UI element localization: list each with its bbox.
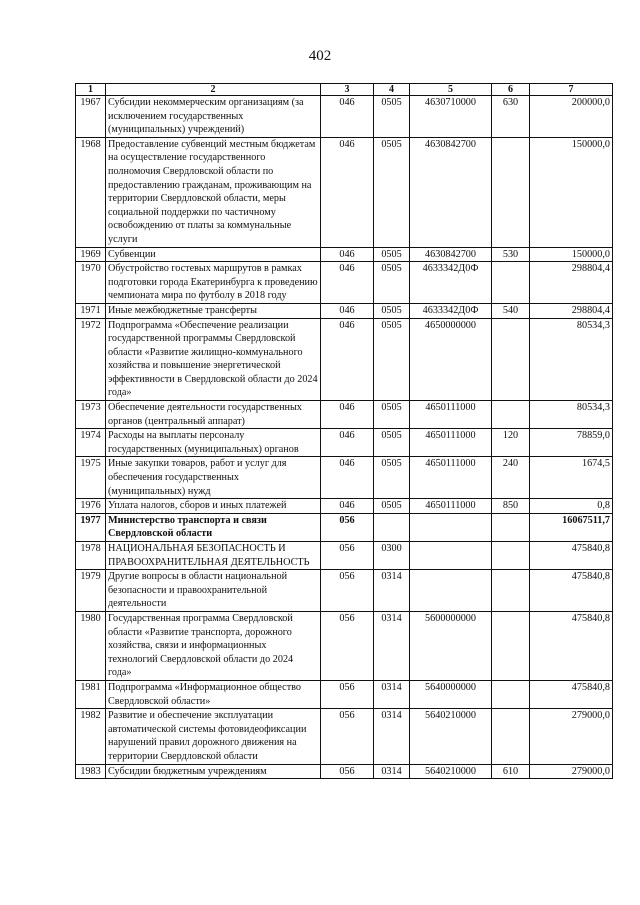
- amount: 475840,8: [530, 542, 613, 570]
- row-number: 1976: [76, 499, 106, 514]
- amount: 298804,4: [530, 303, 613, 318]
- target-code: 4650111000: [410, 457, 492, 499]
- row-number: 1974: [76, 429, 106, 457]
- amount: 298804,4: [530, 262, 613, 304]
- row-number: 1967: [76, 96, 106, 138]
- section-code: 0505: [374, 247, 410, 262]
- ministry-code: 056: [321, 570, 374, 612]
- table-row: [76, 96, 613, 138]
- table-row: [76, 262, 613, 304]
- row-number: 1983: [76, 764, 106, 779]
- target-code: [410, 570, 492, 612]
- amount: 475840,8: [530, 680, 613, 708]
- target-code: 5600000000: [410, 611, 492, 680]
- expense-code: [492, 680, 530, 708]
- target-code: 5640210000: [410, 764, 492, 779]
- ministry-code: 046: [321, 303, 374, 318]
- ministry-code: 046: [321, 137, 374, 247]
- ministry-code: 046: [321, 401, 374, 429]
- row-name: Министерство транспорта и связи Свердловской области: [106, 513, 321, 541]
- row-number: 1979: [76, 570, 106, 612]
- expense-code: 240: [492, 457, 530, 499]
- amount: 78859,0: [530, 429, 613, 457]
- row-name: Расходы на выплаты персоналу государственных (муниципальных) органов: [106, 429, 321, 457]
- section-code: 0314: [374, 764, 410, 779]
- target-code: 4650111000: [410, 429, 492, 457]
- row-name: Субсидии бюджетным учреждениям: [106, 764, 321, 779]
- row-number: 1982: [76, 709, 106, 764]
- row-number: 1969: [76, 247, 106, 262]
- ministry-code: 046: [321, 429, 374, 457]
- ministry-code: 046: [321, 318, 374, 401]
- section-code: 0314: [374, 709, 410, 764]
- target-code: 4633342Д0Ф: [410, 303, 492, 318]
- target-code: 4630842700: [410, 137, 492, 247]
- target-code: 4650111000: [410, 401, 492, 429]
- expense-code: [492, 262, 530, 304]
- section-code: 0505: [374, 401, 410, 429]
- ministry-code: 056: [321, 680, 374, 708]
- ministry-code: 056: [321, 542, 374, 570]
- expense-code: [492, 318, 530, 401]
- row-number: 1968: [76, 137, 106, 247]
- row-name: Субсидии некоммерческим организациям (за исключением государственных (муниципальных) учреждений): [106, 96, 321, 138]
- row-name: Развитие и обеспечение эксплуатации автоматической системы фотовидеофиксации нарушений правил дорожного движения на территории Свердловской области: [106, 709, 321, 764]
- target-code: 4630710000: [410, 96, 492, 138]
- row-name: Уплата налогов, сборов и иных платежей: [106, 499, 321, 514]
- amount: 80534,3: [530, 401, 613, 429]
- table-row: [76, 137, 613, 247]
- ministry-code: 046: [321, 457, 374, 499]
- section-code: 0505: [374, 318, 410, 401]
- section-code: [374, 513, 410, 541]
- header-cell: 4: [374, 84, 410, 96]
- row-number: 1975: [76, 457, 106, 499]
- amount: 200000,0: [530, 96, 613, 138]
- ministry-code: 046: [321, 247, 374, 262]
- section-code: 0505: [374, 429, 410, 457]
- row-number: 1981: [76, 680, 106, 708]
- header-cell: 7: [530, 84, 613, 96]
- target-code: 5640210000: [410, 709, 492, 764]
- row-name: Государственная программа Свердловской области «Развитие транспорта, дорожного хозяйства, связи и информационных технологий Свердловской области до 2024 года»: [106, 611, 321, 680]
- expense-code: [492, 513, 530, 541]
- section-code: 0505: [374, 137, 410, 247]
- section-code: 0314: [374, 570, 410, 612]
- amount: 16067511,7: [530, 513, 613, 541]
- target-code: 4633342Д0Ф: [410, 262, 492, 304]
- row-name: НАЦИОНАЛЬНАЯ БЕЗОПАСНОСТЬ И ПРАВООХРАНИТЕЛЬНАЯ ДЕЯТЕЛЬНОСТЬ: [106, 542, 321, 570]
- table-row: [76, 303, 613, 318]
- target-code: 4650000000: [410, 318, 492, 401]
- page-number: 402: [308, 48, 332, 64]
- expense-code: [492, 401, 530, 429]
- row-number: 1971: [76, 303, 106, 318]
- row-name: Подпрограмма «Информационное общество Свердловской области»: [106, 680, 321, 708]
- section-code: 0505: [374, 262, 410, 304]
- ministry-code: 056: [321, 709, 374, 764]
- amount: 150000,0: [530, 137, 613, 247]
- row-number: 1973: [76, 401, 106, 429]
- amount: 1674,5: [530, 457, 613, 499]
- row-number: 1977: [76, 513, 106, 541]
- table-row: [76, 709, 613, 764]
- table-row: [76, 429, 613, 457]
- amount: 0,8: [530, 499, 613, 514]
- header-cell: 6: [492, 84, 530, 96]
- header-cell: 1: [76, 84, 106, 96]
- row-number: 1970: [76, 262, 106, 304]
- expense-code: 530: [492, 247, 530, 262]
- header-cell: 5: [410, 84, 492, 96]
- expense-code: [492, 709, 530, 764]
- row-number: 1972: [76, 318, 106, 401]
- expense-code: 120: [492, 429, 530, 457]
- row-number: 1978: [76, 542, 106, 570]
- ministry-code: 046: [321, 262, 374, 304]
- target-code: [410, 513, 492, 541]
- header-row: [76, 84, 613, 96]
- section-code: 0314: [374, 680, 410, 708]
- header-cell: 3: [321, 84, 374, 96]
- target-code: 5640000000: [410, 680, 492, 708]
- row-name: Предоставление субвенций местным бюджетам на осуществление государственного полномочия Свердловской области по предоставлению гражданам, проживающим на территории Свердловской области, меры социальной поддержки по частичному освобождению от платы за коммунальные услуги: [106, 137, 321, 247]
- table-row: [76, 513, 613, 541]
- row-name: Обеспечение деятельности государственных органов (центральный аппарат): [106, 401, 321, 429]
- section-code: 0314: [374, 611, 410, 680]
- section-code: 0300: [374, 542, 410, 570]
- amount: 80534,3: [530, 318, 613, 401]
- target-code: 4650111000: [410, 499, 492, 514]
- amount: 150000,0: [530, 247, 613, 262]
- table-row: [76, 318, 613, 401]
- target-code: 4630842700: [410, 247, 492, 262]
- row-number: 1980: [76, 611, 106, 680]
- ministry-code: 046: [321, 499, 374, 514]
- section-code: 0505: [374, 499, 410, 514]
- amount: 475840,8: [530, 570, 613, 612]
- amount: 279000,0: [530, 709, 613, 764]
- table-row: [76, 542, 613, 570]
- table-row: [76, 457, 613, 499]
- amount: 475840,8: [530, 611, 613, 680]
- expense-code: [492, 570, 530, 612]
- expense-code: [492, 542, 530, 570]
- target-code: [410, 542, 492, 570]
- row-name: Иные закупки товаров, работ и услуг для обеспечения государственных (муниципальных) нужд: [106, 457, 321, 499]
- row-name: Обустройство гостевых маршрутов в рамках подготовки города Екатеринбурга к проведению чемпионата мира по футболу в 2018 году: [106, 262, 321, 304]
- expense-code: 630: [492, 96, 530, 138]
- ministry-code: 056: [321, 611, 374, 680]
- ministry-code: 046: [321, 96, 374, 138]
- table-row: [76, 764, 613, 779]
- expense-code: [492, 611, 530, 680]
- table-row: [76, 247, 613, 262]
- table-row: [76, 680, 613, 708]
- expense-code: [492, 137, 530, 247]
- table-row: [76, 401, 613, 429]
- section-code: 0505: [374, 303, 410, 318]
- ministry-code: 056: [321, 513, 374, 541]
- table-row: [76, 499, 613, 514]
- expense-code: 850: [492, 499, 530, 514]
- row-name: Подпрограмма «Обеспечение реализации государственной программы Свердловской области «Развитие жилищно-коммунального хозяйства и повышение энергетической эффективности в Свердловской области до 2024 года»: [106, 318, 321, 401]
- section-code: 0505: [374, 96, 410, 138]
- section-code: 0505: [374, 457, 410, 499]
- expense-code: 540: [492, 303, 530, 318]
- table-row: [76, 611, 613, 680]
- ministry-code: 056: [321, 764, 374, 779]
- table-row: [76, 570, 613, 612]
- budget-table: [75, 83, 613, 779]
- row-name: Субвенции: [106, 247, 321, 262]
- row-name: Другие вопросы в области национальной безопасности и правоохранительной деятельности: [106, 570, 321, 612]
- header-cell: 2: [106, 84, 321, 96]
- amount: 279000,0: [530, 764, 613, 779]
- row-name: Иные межбюджетные трансферты: [106, 303, 321, 318]
- expense-code: 610: [492, 764, 530, 779]
